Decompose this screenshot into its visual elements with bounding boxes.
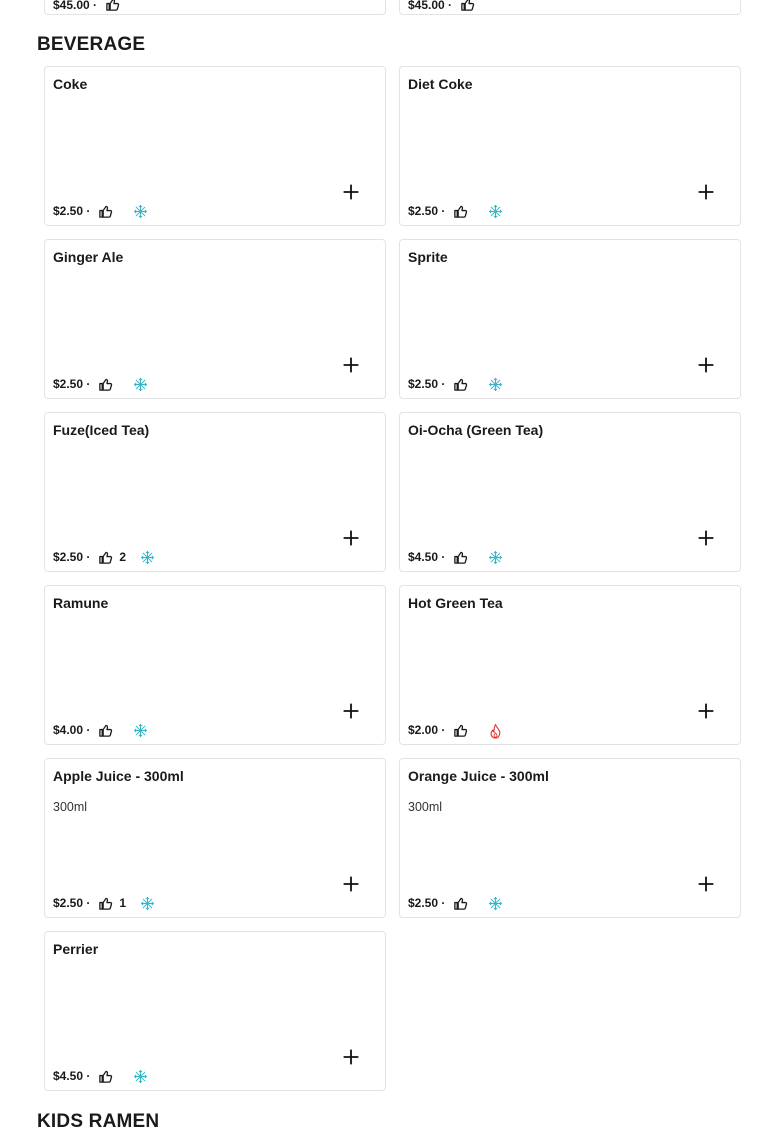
section-title-beverage: BEVERAGE — [37, 34, 146, 55]
add-item-button[interactable] — [343, 1049, 359, 1065]
item-name: Hot Green Tea — [408, 595, 503, 611]
item-price: $2.50 · — [408, 896, 446, 910]
plus-icon — [343, 703, 359, 719]
snowflake-icon — [488, 204, 503, 219]
add-item-button[interactable] — [698, 703, 714, 719]
thumbs-up-icon[interactable] — [98, 1069, 113, 1084]
add-item-button[interactable] — [698, 530, 714, 546]
item-meta — [408, 722, 503, 738]
like-count: 2 — [119, 550, 127, 564]
item-name: Coke — [53, 76, 88, 92]
item-meta — [53, 1068, 148, 1084]
item-meta — [53, 0, 120, 12]
thumbs-up-icon[interactable] — [98, 723, 113, 738]
menu-item-card[interactable] — [399, 758, 741, 918]
menu-item-card[interactable] — [399, 412, 741, 572]
item-price: $2.50 · — [53, 204, 91, 218]
item-meta — [408, 203, 503, 219]
thumbs-up-icon[interactable] — [453, 204, 468, 219]
thumbs-up-icon[interactable] — [460, 0, 475, 12]
snowflake-icon — [133, 204, 148, 219]
item-meta — [53, 549, 155, 565]
item-name: Ginger Ale — [53, 249, 124, 265]
item-meta — [53, 722, 148, 738]
item-price: $4.50 · — [408, 550, 446, 564]
add-item-button[interactable] — [698, 357, 714, 373]
plus-icon — [698, 703, 714, 719]
previous-section-partial — [44, 0, 741, 15]
menu-item-card[interactable] — [399, 585, 741, 745]
item-name: Sprite — [408, 249, 448, 265]
add-item-button[interactable] — [343, 530, 359, 546]
plus-icon — [698, 876, 714, 892]
plus-icon — [343, 530, 359, 546]
item-description: 300ml — [408, 800, 443, 814]
thumbs-up-icon[interactable] — [98, 377, 113, 392]
item-meta — [53, 203, 148, 219]
menu-item-card[interactable] — [44, 931, 386, 1091]
plus-icon — [343, 876, 359, 892]
add-item-button[interactable] — [698, 184, 714, 200]
item-meta — [53, 376, 148, 392]
item-price: $2.50 · — [53, 377, 91, 391]
item-name: Apple Juice - 300ml — [53, 768, 184, 784]
add-item-button[interactable] — [343, 876, 359, 892]
snowflake-icon — [140, 896, 155, 911]
item-description: 300ml — [53, 800, 88, 814]
item-price: $2.50 · — [408, 377, 446, 391]
menu-item-card[interactable] — [44, 585, 386, 745]
item-price: $45.00 · — [408, 0, 453, 12]
like-count: 1 — [119, 896, 127, 910]
thumbs-up-icon[interactable] — [453, 550, 468, 565]
item-meta — [408, 376, 503, 392]
plus-icon — [698, 184, 714, 200]
thumbs-up-icon[interactable] — [453, 723, 468, 738]
item-price: $45.00 · — [53, 0, 98, 12]
plus-icon — [698, 357, 714, 373]
snowflake-icon — [133, 1069, 148, 1084]
section-title-kids-ramen: KIDS RAMEN — [37, 1111, 160, 1132]
item-meta — [53, 895, 155, 911]
thumbs-up-icon[interactable] — [105, 0, 120, 12]
item-price: $4.50 · — [53, 1069, 91, 1083]
menu-item-card[interactable] — [44, 239, 386, 399]
add-item-button[interactable] — [343, 184, 359, 200]
plus-icon — [698, 530, 714, 546]
menu-item-card[interactable] — [44, 0, 386, 15]
snowflake-icon — [133, 723, 148, 738]
menu-item-card[interactable] — [399, 66, 741, 226]
item-price: $2.00 · — [408, 723, 446, 737]
item-name: Ramune — [53, 595, 109, 611]
item-meta — [408, 549, 503, 565]
thumbs-up-icon[interactable] — [98, 550, 113, 565]
snowflake-icon — [133, 377, 148, 392]
thumbs-up-icon[interactable] — [453, 896, 468, 911]
item-name: Oi-Ocha (Green Tea) — [408, 422, 544, 438]
beverage-items-grid — [44, 66, 741, 1091]
item-meta — [408, 895, 503, 911]
snowflake-icon — [488, 377, 503, 392]
plus-icon — [343, 357, 359, 373]
snowflake-icon — [488, 896, 503, 911]
add-item-button[interactable] — [343, 357, 359, 373]
add-item-button[interactable] — [698, 876, 714, 892]
thumbs-up-icon[interactable] — [453, 377, 468, 392]
item-meta — [408, 0, 475, 12]
thumbs-up-icon[interactable] — [98, 896, 113, 911]
menu-item-card[interactable] — [44, 66, 386, 226]
item-price: $2.50 · — [53, 550, 91, 564]
menu-item-card[interactable] — [399, 239, 741, 399]
plus-icon — [343, 1049, 359, 1065]
item-price: $2.50 · — [53, 896, 91, 910]
thumbs-up-icon[interactable] — [98, 204, 113, 219]
menu-item-card[interactable] — [44, 758, 386, 918]
snowflake-icon — [140, 550, 155, 565]
item-name: Fuze(Iced Tea) — [53, 422, 150, 438]
item-price: $2.50 · — [408, 204, 446, 218]
item-name: Perrier — [53, 941, 99, 957]
flame-icon — [488, 723, 503, 738]
snowflake-icon — [488, 550, 503, 565]
item-price: $4.00 · — [53, 723, 91, 737]
menu-item-card[interactable] — [399, 0, 741, 15]
add-item-button[interactable] — [343, 703, 359, 719]
plus-icon — [343, 184, 359, 200]
menu-item-card[interactable] — [44, 412, 386, 572]
item-name: Orange Juice - 300ml — [408, 768, 549, 784]
item-name: Diet Coke — [408, 76, 473, 92]
